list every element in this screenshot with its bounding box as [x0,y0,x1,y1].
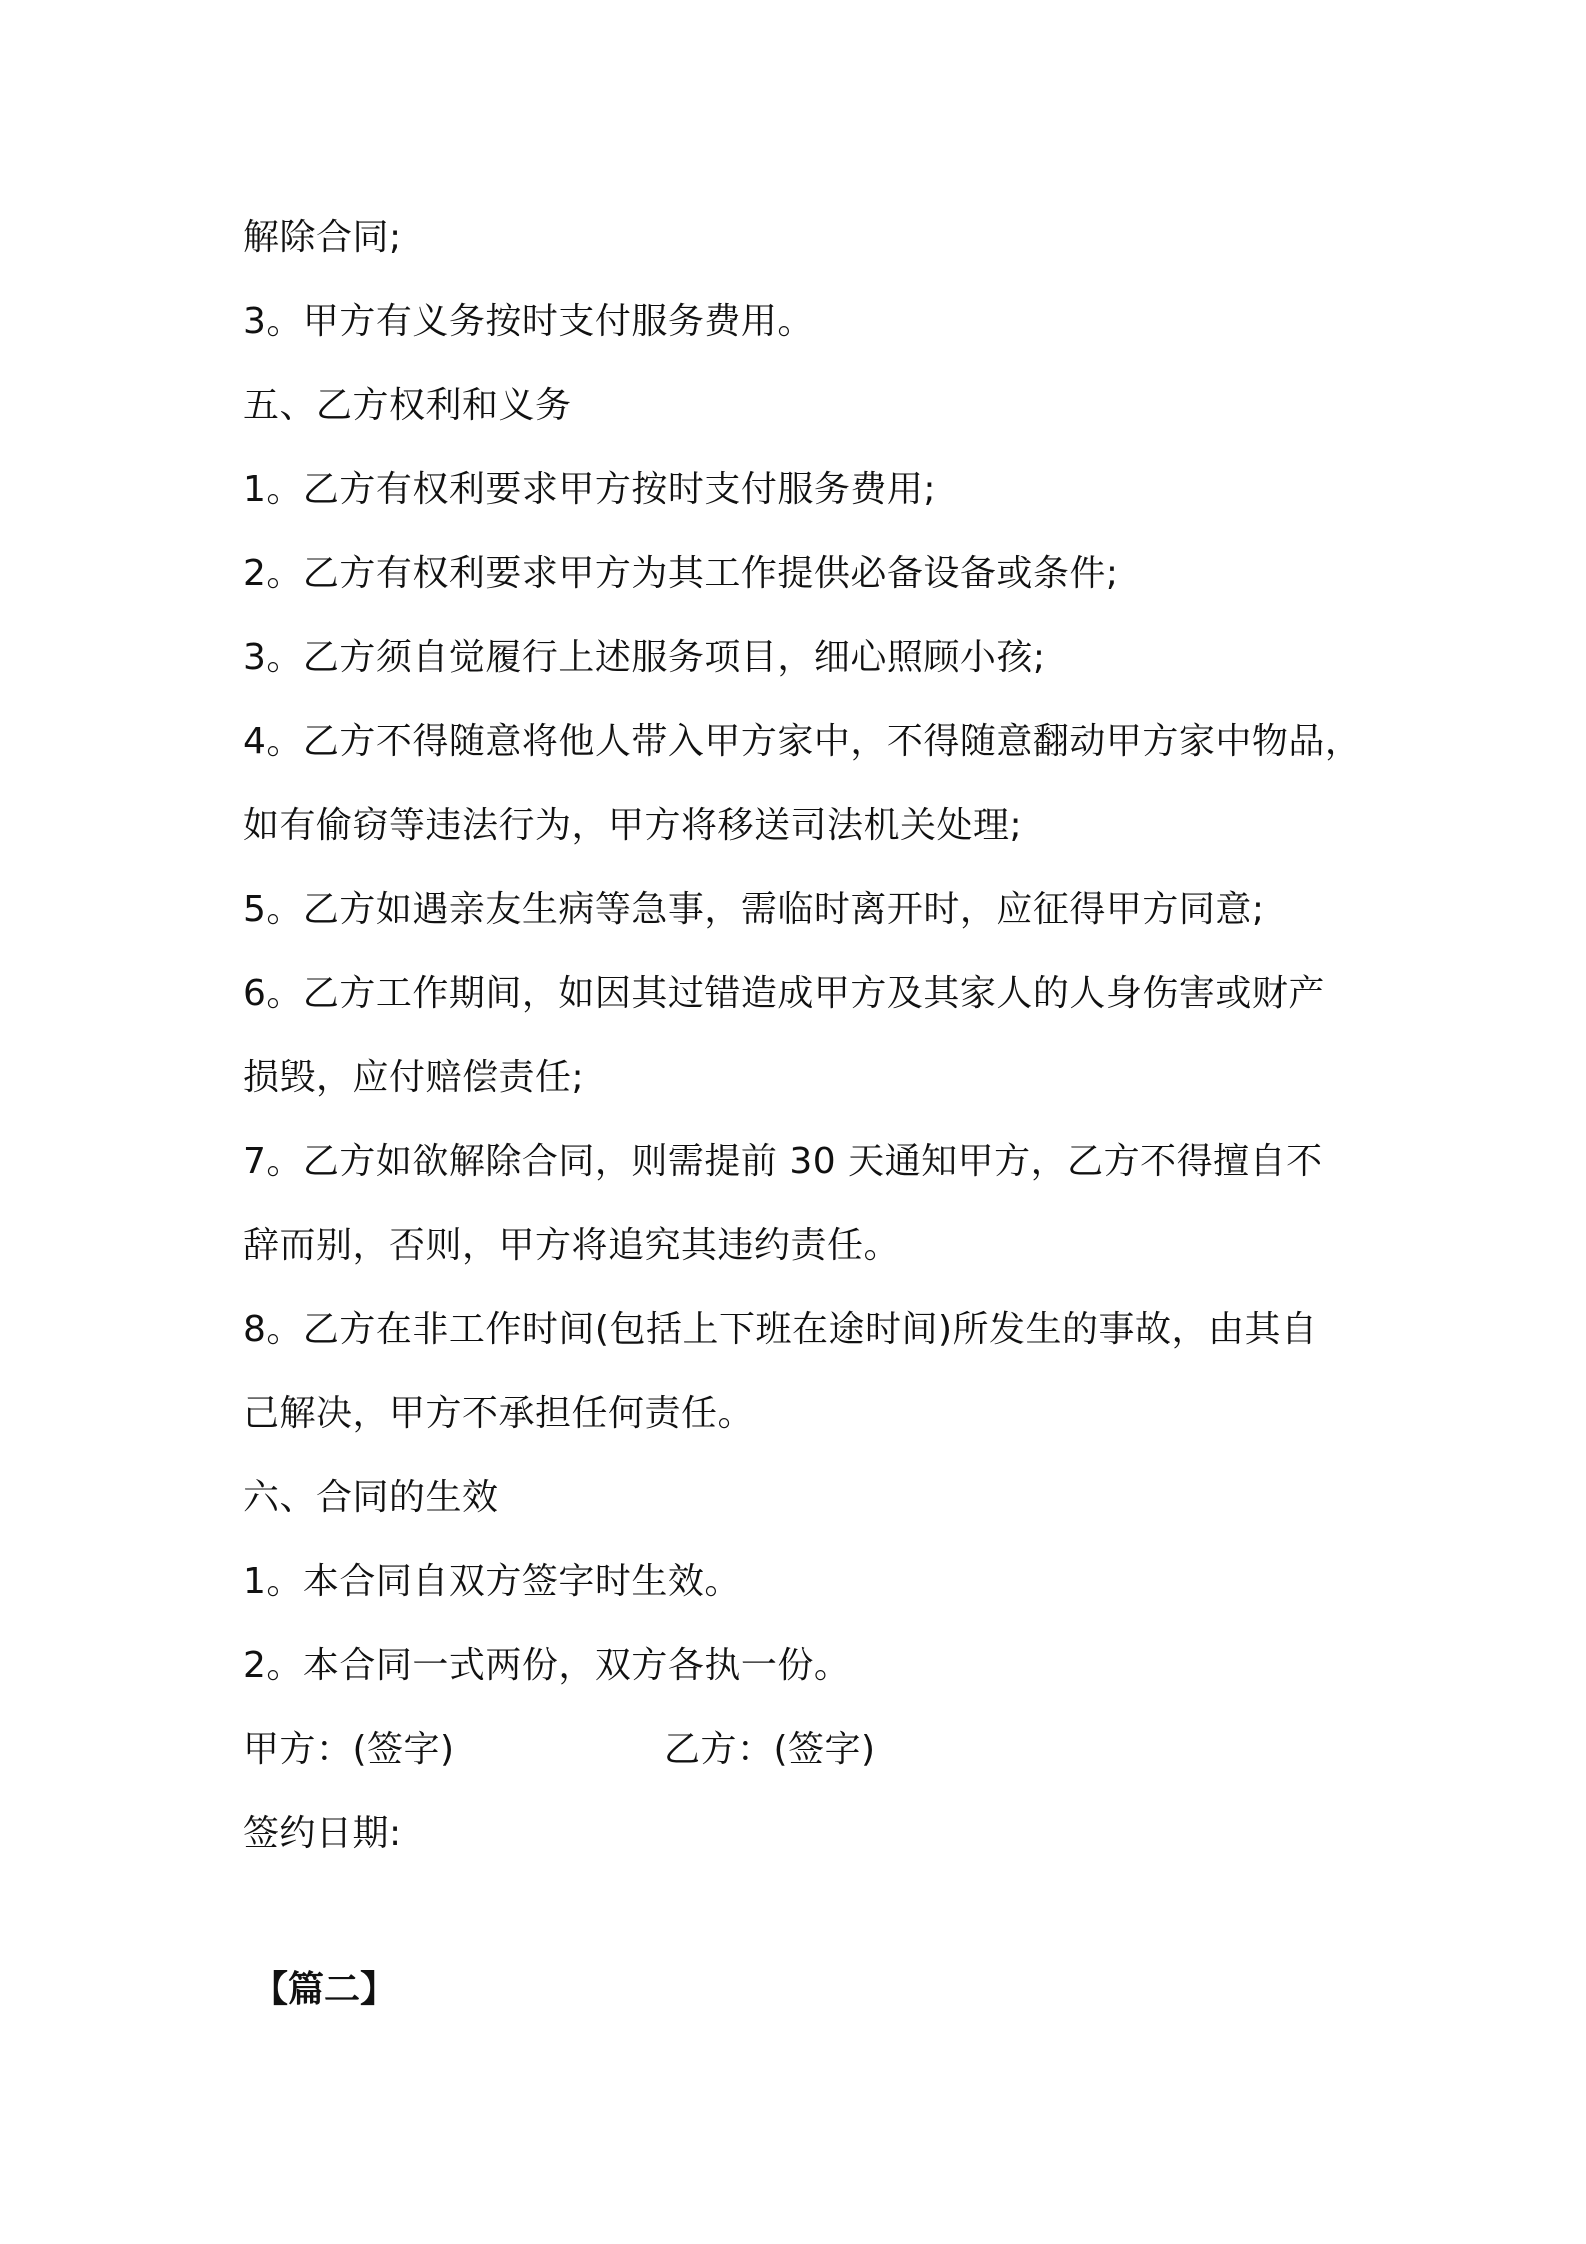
text-line: 解除合同; [243,217,402,258]
text-line: 2。乙方有权利要求甲方为其工作提供必备设备或条件; [243,553,1119,594]
text-line: 7。乙方如欲解除合同，则需提前 30 天通知甲方，乙方不得擅自不 [243,1141,1323,1182]
text-line: 8。乙方在非工作时间(包括上下班在途时间)所发生的事故，由其自 [243,1309,1318,1350]
text-line: 1。本合同自双方签字时生效。 [243,1561,741,1602]
part-title: 【篇二】 [252,1969,397,2010]
text-line: 5。乙方如遇亲友生病等急事，需临时离开时，应征得甲方同意; [243,889,1265,930]
party-b-signature-label: 乙方：(签字) [664,1729,876,1770]
text-line: 损毁，应付赔偿责任; [243,1057,585,1098]
document-body [243,196,1383,1876]
text-line: 3。甲方有义务按时支付服务费用。 [243,301,814,342]
text-line: 2。本合同一式两份，双方各执一份。 [243,1645,851,1686]
section-heading: 六、合同的生效 [243,1477,499,1518]
text-line: 己解决，甲方不承担任何责任。 [243,1393,755,1434]
text-line: 3。乙方须自觉履行上述服务项目，细心照顾小孩; [243,637,1046,678]
text-line: 6。乙方工作期间，如因其过错造成甲方及其家人的人身伤害或财产 [243,973,1325,1014]
text-line: 4。乙方不得随意将他人带入甲方家中，不得随意翻动甲方家中物品， [243,721,1362,762]
party-a-signature-label: 甲方：(签字) [243,1729,455,1770]
section-heading: 五、乙方权利和义务 [243,385,572,426]
text-line: 1。乙方有权利要求甲方按时支付服务费用; [243,469,937,510]
signature-row [243,1708,1383,1792]
text-line: 辞而别，否则，甲方将追究其违约责任。 [243,1225,901,1266]
text-line: 如有偷窃等违法行为，甲方将移送司法机关处理; [243,805,1023,846]
sign-date-label: 签约日期: [243,1813,402,1854]
